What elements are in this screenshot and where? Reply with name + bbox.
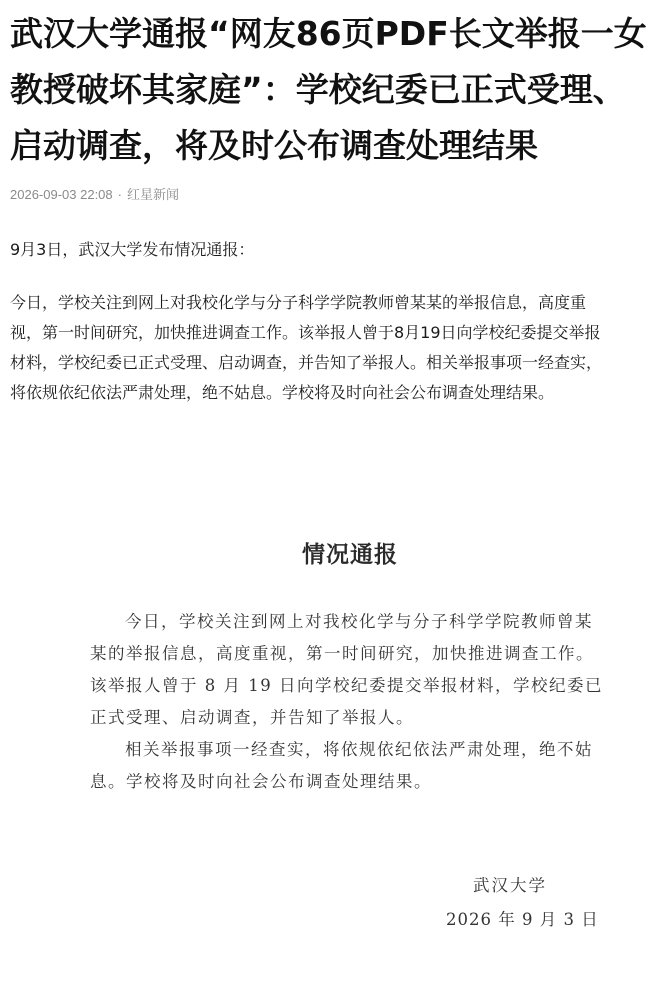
notice-line: 今日，学校关注到网上对我校化学与分子科学学院教师曾某 bbox=[125, 612, 593, 631]
notice-line: 相关举报事项一经查实，将依规依纪依法严肃处理，绝不姑 bbox=[125, 740, 593, 759]
notice-date: 2026 年 9 月 3 日 bbox=[446, 910, 599, 929]
headline-line: 教授破坏其家庭”：学校纪委已正式受理、 bbox=[10, 70, 626, 109]
headline-line: 武汉大学通报“网友86页PDF长文举报一女 bbox=[10, 14, 647, 53]
notice-line: 某的举报信息，高度重视，第一时间研究，加快推进调查工作。 bbox=[90, 644, 594, 663]
body-line: 视，第一时间研究，加快推进调查工作。该举报人曾于8月19日向学校纪委提交举报 bbox=[10, 323, 601, 342]
body-line: 今日，学校关注到网上对我校化学与分子科学学院教师曾某某的举报信息，高度重 bbox=[10, 293, 587, 312]
notice-line: 该举报人曾于 8 月 19 日向学校纪委提交举报材料，学校纪委已 bbox=[90, 676, 603, 695]
headline-line: 启动调查，将及时公布调查处理结果 bbox=[10, 126, 538, 165]
notice-line: 正式受理、启动调查，并告知了举报人。 bbox=[90, 708, 414, 727]
body-line: 将依规依纪依法严肃处理，绝不姑息。学校将及时向社会公布调查处理结果。 bbox=[10, 383, 555, 402]
notice-image[interactable] bbox=[0, 430, 665, 1006]
article-meta bbox=[10, 184, 179, 203]
notice-signature: 武汉大学 bbox=[473, 876, 547, 895]
article-lead: 9月3日，武汉大学发布情况通报： bbox=[10, 240, 255, 259]
notice-paragraph bbox=[90, 734, 665, 798]
article-body bbox=[10, 288, 665, 408]
source-name[interactable]: 红星新闻 bbox=[127, 187, 180, 202]
body-line: 材料，学校纪委已正式受理、启动调查，并告知了举报人。相关举报事项一经查实， bbox=[10, 353, 603, 372]
article-headline bbox=[10, 6, 665, 174]
notice-paragraph bbox=[90, 606, 665, 734]
meta-separator: · bbox=[117, 187, 122, 202]
publish-time: 2026-09-03 22:08 bbox=[10, 187, 113, 202]
notice-line: 息。学校将及时向社会公布调查处理结果。 bbox=[90, 772, 432, 791]
notice-title: 情况通报 bbox=[302, 542, 398, 568]
